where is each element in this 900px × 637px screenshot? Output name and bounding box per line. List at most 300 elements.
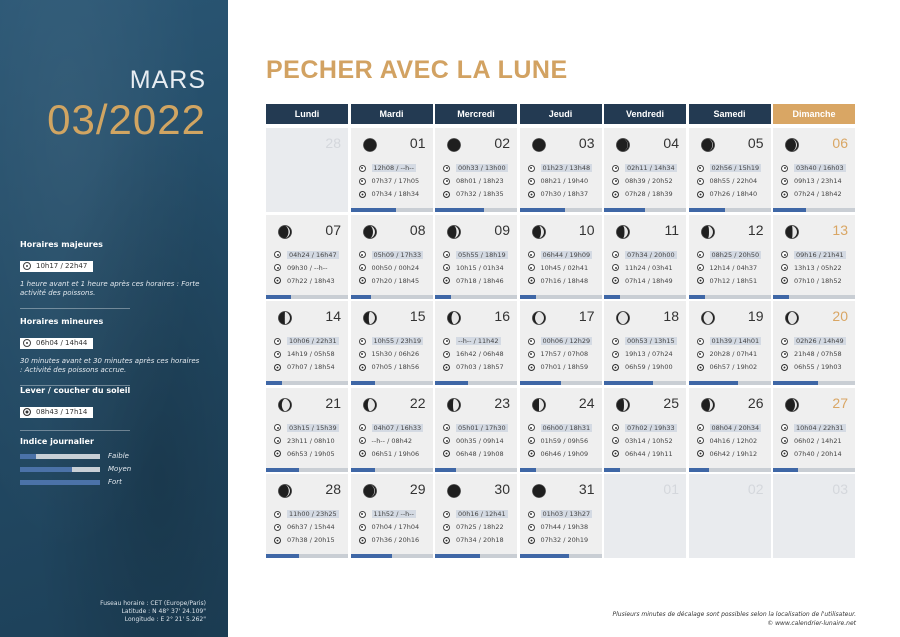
moon-phase-icon: [616, 224, 630, 238]
moon-time-icon: [528, 437, 535, 444]
major-hours-value: 02h56 / 15h19: [711, 164, 760, 172]
major-hours-value: 01h23 / 13h48: [542, 164, 591, 172]
moon-time-icon: [612, 437, 619, 444]
day-number: 01: [409, 135, 426, 151]
minor-hours: [612, 437, 673, 445]
minor-hours: [528, 264, 589, 272]
sun-hours: [612, 450, 673, 458]
minor-hours: [612, 177, 673, 185]
moon-time-icon: [612, 424, 619, 431]
daily-index-fill: [689, 468, 710, 472]
sun-icon: [781, 191, 788, 198]
moon-phase-icon: [447, 224, 461, 238]
day-number: 24: [578, 394, 595, 411]
moon-time-icon: [274, 437, 281, 444]
calendar-day: [604, 388, 686, 472]
minor-hours: [274, 264, 328, 272]
moon-phase-icon: [701, 310, 715, 324]
indice-fill: [20, 454, 36, 459]
sun-icon: [697, 277, 704, 284]
moon-time-icon: [359, 338, 366, 345]
moon-time-icon: [443, 511, 450, 518]
sun-hours-value: 07h07 / 18h54: [287, 363, 335, 371]
daily-index-fill: [520, 295, 536, 299]
minor-hours-value: 12h14 / 04h37: [709, 263, 758, 272]
daily-index-fill: [604, 208, 645, 212]
calendar-day: [520, 388, 602, 472]
sun-hours: [359, 277, 420, 285]
sun-hours-value: 07h40 / 20h14: [794, 449, 842, 458]
daily-index-bar: [520, 468, 602, 472]
sun-hours-value: 07h16 / 18h48: [540, 276, 589, 285]
minor-hours: [443, 264, 504, 272]
sun-icon: [697, 364, 704, 371]
daily-index-fill: [351, 295, 372, 299]
moon-phase-icon: [532, 137, 546, 151]
indice-bar-moyen: [20, 467, 100, 472]
sun-hours: [443, 190, 504, 198]
sun-hours-value: 07h32 / 18h35: [456, 190, 504, 198]
minor-hours: [781, 350, 842, 358]
indice-bar-fort: [20, 480, 100, 485]
sun-icon: [612, 191, 619, 198]
minor-hours-value: 07h04 / 17h04: [371, 523, 420, 531]
daily-index-bar: [604, 295, 686, 299]
moon-time-icon: [781, 264, 788, 271]
calendar-day: [351, 474, 433, 558]
calendar-day: [689, 215, 771, 299]
day-number: 02: [747, 481, 764, 497]
sun-hours-value: 06h59 / 19h00: [625, 363, 673, 371]
day-number: 29: [409, 481, 426, 497]
legend-sun: [20, 386, 210, 431]
sun-hours-value: 07h38 / 20h15: [287, 536, 335, 544]
day-number: 09: [494, 221, 510, 238]
minor-hours: [359, 177, 420, 185]
major-hours-value: 00h06 / 12h29: [542, 337, 591, 345]
major-hours: [443, 424, 508, 432]
moon-phase-icon: [532, 224, 546, 238]
legend-sun-value: 08h43 / 17h14: [36, 408, 88, 416]
sun-hours: [359, 450, 420, 458]
moon-time-icon: [612, 338, 619, 345]
daily-index-fill: [435, 554, 480, 558]
sun-icon: [443, 364, 450, 371]
minor-hours-value: 23h11 / 08h10: [287, 436, 335, 445]
minor-hours-value: 11h24 / 03h41: [625, 263, 673, 272]
calendar-day: [266, 474, 348, 558]
sun-hours: [781, 450, 842, 458]
sun-icon: [528, 450, 535, 457]
day-number: 04: [663, 135, 679, 151]
calendar-day: [351, 301, 433, 385]
major-hours-value: --h-- / 11h42: [458, 337, 499, 345]
legend-minor-value: 06h04 / 14h44: [36, 339, 88, 347]
moon-phase-icon: [701, 224, 715, 238]
major-hours-value: 12h08 / --h--: [373, 164, 414, 172]
legend-major: [20, 240, 210, 309]
sun-hours: [274, 277, 335, 285]
moon-time-icon: [443, 424, 450, 431]
moon-time-icon: [359, 251, 366, 258]
moon-time-icon: [443, 251, 450, 258]
moon-time-icon: [23, 339, 31, 347]
moon-time-icon: [274, 511, 281, 518]
weekday-header: Mercredi: [435, 104, 517, 124]
major-hours-value: 06h44 / 19h09: [542, 250, 591, 259]
calendar-day: [773, 388, 855, 472]
moon-time-icon: [359, 178, 366, 185]
weekday-header: Jeudi: [520, 104, 602, 124]
daily-index-fill: [773, 208, 806, 212]
daily-index-fill: [351, 554, 392, 558]
weekday-header: Lundi: [266, 104, 348, 124]
sun-hours-value: 07h34 / 18h34: [371, 190, 420, 198]
minor-hours-value: 01h59 / 09h56: [540, 436, 589, 445]
indice-label: Faible: [108, 452, 129, 460]
major-hours: [359, 510, 417, 518]
moon-time-icon: [697, 338, 704, 345]
major-hours: [359, 337, 424, 345]
sun-hours: [528, 277, 589, 285]
daily-index-bar: [266, 468, 348, 472]
sun-hours: [612, 277, 673, 285]
sun-icon: [359, 537, 366, 544]
minor-hours: [781, 264, 842, 272]
moon-time-icon: [443, 165, 450, 172]
indice-row: [20, 452, 210, 460]
sun-icon: [443, 537, 450, 544]
moon-phase-icon: [363, 483, 377, 497]
major-hours: [274, 337, 339, 345]
major-hours: [612, 164, 677, 172]
minor-hours-value: 06h02 / 14h21: [794, 436, 842, 445]
daily-index-fill: [266, 381, 282, 385]
moon-time-icon: [443, 264, 450, 271]
sun-icon: [697, 450, 704, 457]
sun-hours-value: 06h53 / 19h05: [287, 449, 335, 458]
moon-time-icon: [274, 251, 281, 258]
indice-fill: [20, 480, 100, 485]
minor-hours-value: 21h48 / 07h58: [794, 350, 842, 358]
moon-phase-icon: [363, 397, 377, 411]
daily-index-bar: [266, 554, 348, 558]
daily-index-bar: [351, 554, 433, 558]
sun-hours-value: 06h57 / 19h02: [709, 363, 758, 371]
daily-index-bar: [351, 208, 433, 212]
daily-index-fill: [520, 208, 565, 212]
daily-index-fill: [689, 381, 738, 385]
day-number: 14: [325, 308, 341, 324]
daily-index-fill: [351, 381, 376, 385]
moon-phase-icon: [447, 397, 461, 411]
moon-phase-icon: [532, 483, 546, 497]
minor-hours: [697, 437, 758, 445]
moon-phase-icon: [785, 310, 799, 324]
sun-icon: [528, 277, 535, 284]
moon-phase-icon: [363, 137, 377, 151]
moon-time-icon: [528, 524, 535, 531]
daily-index-bar: [520, 554, 602, 558]
minor-hours: [528, 523, 589, 531]
major-hours-value: 03h40 / 16h03: [796, 164, 844, 172]
minor-hours: [697, 350, 758, 358]
legend-indice: [20, 437, 210, 486]
major-hours-value: 07h34 / 20h00: [627, 250, 675, 259]
day-number: 01: [663, 481, 679, 497]
calendar-day: [604, 301, 686, 385]
daily-index-fill: [435, 295, 451, 299]
moon-time-icon: [697, 351, 704, 358]
month-year: 03/2022: [47, 96, 206, 143]
daily-index-bar: [351, 381, 433, 385]
sun-hours: [359, 190, 420, 198]
day-number: 17: [578, 308, 595, 324]
major-hours: [359, 164, 417, 172]
day-number: 28: [325, 481, 341, 497]
day-number: 13: [832, 221, 848, 238]
calendar-day-outside: [604, 474, 686, 558]
sun-hours: [443, 536, 504, 544]
moon-phase-icon: [278, 483, 292, 497]
sun-hours: [274, 363, 335, 371]
moon-time-icon: [612, 251, 619, 258]
moon-time-icon: [274, 351, 281, 358]
sun-icon: [612, 364, 619, 371]
day-number: 21: [325, 394, 341, 411]
calendar-day-outside: [689, 474, 771, 558]
moon-time-icon: [781, 424, 788, 431]
minor-hours-value: 13h13 / 05h22: [794, 263, 842, 272]
moon-time-icon: [612, 178, 619, 185]
minor-hours-value: 10h45 / 02h41: [540, 263, 589, 272]
minor-hours-value: --h-- / 08h42: [371, 436, 412, 445]
daily-index-fill: [351, 468, 376, 472]
moon-phase-icon: [616, 137, 630, 151]
major-hours: [359, 424, 424, 432]
major-hours: [781, 164, 846, 172]
major-hours: [528, 424, 593, 432]
calendar-day: [520, 215, 602, 299]
sun-hours: [528, 536, 589, 544]
sun-hours-value: 07h12 / 18h51: [709, 276, 758, 285]
sun-icon: [443, 191, 450, 198]
daily-index-bar: [773, 295, 855, 299]
moon-phase-icon: [785, 224, 799, 238]
major-hours: [697, 337, 762, 345]
moon-time-icon: [781, 351, 788, 358]
major-hours: [612, 424, 677, 432]
daily-index-bar: [689, 295, 771, 299]
daily-index-fill: [266, 468, 299, 472]
sun-hours-value: 06h55 / 19h03: [794, 363, 842, 371]
moon-time-icon: [528, 251, 535, 258]
major-hours: [443, 337, 501, 345]
major-hours-value: 05h55 / 18h19: [458, 250, 506, 259]
sun-hours: [781, 277, 842, 285]
daily-index-fill: [689, 208, 726, 212]
moon-time-icon: [359, 424, 366, 431]
moon-time-icon: [528, 511, 535, 518]
day-number: 03: [578, 135, 595, 151]
day-number: 22: [409, 394, 426, 411]
moon-time-icon: [359, 264, 366, 271]
sun-hours-value: 07h05 / 18h56: [371, 363, 420, 371]
major-hours: [697, 164, 762, 172]
sun-icon: [781, 277, 788, 284]
sun-hours-value: 07h20 / 18h45: [371, 276, 420, 285]
moon-phase-icon: [278, 310, 292, 324]
daily-index-bar: [689, 208, 771, 212]
moon-time-icon: [697, 264, 704, 271]
calendar-day-outside: [266, 128, 348, 212]
legend-sun-title: Lever / coucher du soleil: [20, 386, 131, 395]
sun-hours-value: 06h51 / 19h06: [371, 449, 420, 458]
major-hours-value: 02h26 / 14h49: [796, 337, 844, 345]
sun-hours: [697, 450, 758, 458]
calendar-day: [435, 388, 517, 472]
moon-time-icon: [528, 338, 535, 345]
moon-time-icon: [359, 437, 366, 444]
moon-time-icon: [781, 338, 788, 345]
moon-time-icon: [274, 424, 281, 431]
weekday-header: Dimanche: [773, 104, 855, 124]
major-hours: [612, 251, 677, 259]
sun-hours-value: 07h26 / 18h40: [709, 190, 758, 198]
daily-index-fill: [773, 381, 818, 385]
daily-index-bar: [435, 295, 517, 299]
legend-major-note: 1 heure avant et 1 heure après ces horaires : Forte activité des poissons.: [20, 280, 200, 297]
calendar-day: [266, 388, 348, 472]
minor-hours: [443, 437, 504, 445]
calendar-day: [435, 301, 517, 385]
minor-hours: [612, 264, 673, 272]
daily-index-fill: [604, 381, 653, 385]
sun-hours: [697, 363, 758, 371]
footer-disclaimer: Plusieurs minutes de décalage sont possibles selon la localisation de l'utilisateur.: [612, 611, 856, 618]
moon-phase-icon: [532, 310, 546, 324]
major-hours: [697, 251, 762, 259]
sun-hours: [359, 536, 420, 544]
moon-time-icon: [359, 511, 366, 518]
sun-icon: [443, 450, 450, 457]
major-hours: [274, 510, 339, 518]
moon-time-icon: [528, 178, 535, 185]
sun-hours-value: 07h28 / 18h39: [625, 190, 673, 198]
moon-time-icon: [781, 437, 788, 444]
moon-time-icon: [612, 165, 619, 172]
legend-minor-note: 30 minutes avant et 30 minutes après ces horaires : Activité des poissons accrue.: [20, 357, 200, 374]
sun-hours-value: 07h14 / 18h49: [625, 276, 673, 285]
divider: [20, 308, 130, 309]
major-hours: [528, 251, 593, 259]
daily-index-fill: [604, 295, 620, 299]
sun-hours-value: 07h32 / 20h19: [540, 536, 589, 544]
minor-hours: [781, 437, 842, 445]
legend-major-value: 10h17 / 22h47: [36, 262, 88, 270]
major-hours: [443, 510, 508, 518]
calendar-day: [435, 128, 517, 212]
day-number: 20: [832, 308, 848, 324]
moon-time-icon: [23, 262, 31, 270]
sun-icon: [528, 191, 535, 198]
daily-index-fill: [773, 468, 798, 472]
major-hours: [443, 251, 508, 259]
geo-timezone: Fuseau horaire : CET (Europe/Paris): [100, 600, 206, 607]
day-number: 05: [747, 135, 764, 151]
moon-time-icon: [443, 351, 450, 358]
daily-index-bar: [689, 468, 771, 472]
major-hours-value: 04h24 / 16h47: [289, 250, 337, 259]
calendar-day-outside: [773, 474, 855, 558]
minor-hours: [612, 350, 673, 358]
minor-hours-value: 04h16 / 12h02: [709, 436, 758, 445]
moon-time-icon: [697, 165, 704, 172]
moon-phase-icon: [278, 397, 292, 411]
calendar-day: [604, 128, 686, 212]
daily-index-fill: [351, 208, 396, 212]
calendar-day: [351, 388, 433, 472]
sun-hours: [359, 363, 420, 371]
major-hours: [781, 337, 846, 345]
moon-phase-icon: [616, 310, 630, 324]
legend-sun-example: [20, 407, 93, 418]
calendar-day: [351, 128, 433, 212]
moon-time-icon: [359, 351, 366, 358]
minor-hours-value: 19h13 / 07h24: [625, 350, 673, 358]
major-hours-value: 10h55 / 23h19: [373, 337, 422, 345]
indice-fill: [20, 467, 72, 472]
indice-label: Fort: [108, 478, 122, 486]
calendar-day: [520, 474, 602, 558]
daily-index-bar: [266, 295, 348, 299]
major-hours-value: 03h15 / 15h39: [289, 423, 337, 432]
moon-time-icon: [359, 524, 366, 531]
minor-hours-value: 17h57 / 07h08: [540, 350, 589, 358]
sun-icon: [781, 450, 788, 457]
calendar-day: [520, 128, 602, 212]
sun-icon: [443, 277, 450, 284]
major-hours: [612, 337, 677, 345]
moon-time-icon: [528, 424, 535, 431]
sun-hours: [443, 363, 504, 371]
page-title: PECHER AVEC LA LUNE: [266, 56, 568, 84]
day-number: 16: [494, 308, 510, 324]
sun-icon: [359, 191, 366, 198]
daily-index-fill: [520, 554, 569, 558]
moon-phase-icon: [363, 224, 377, 238]
minor-hours: [443, 350, 504, 358]
major-hours-value: 08h04 / 20h34: [711, 423, 760, 432]
minor-hours-value: 03h14 / 10h52: [625, 436, 673, 445]
minor-hours-value: 08h01 / 18h23: [456, 177, 504, 185]
major-hours: [443, 164, 508, 172]
sun-hours-value: 07h24 / 18h42: [794, 190, 842, 198]
daily-index-fill: [604, 468, 620, 472]
moon-time-icon: [697, 424, 704, 431]
weekday-header: Vendredi: [604, 104, 686, 124]
daily-index-fill: [435, 208, 484, 212]
sun-hours: [274, 536, 335, 544]
day-number: 27: [832, 394, 848, 411]
daily-index-bar: [604, 208, 686, 212]
moon-time-icon: [612, 264, 619, 271]
daily-index-bar: [520, 208, 602, 212]
moon-time-icon: [528, 165, 535, 172]
day-number: 07: [325, 221, 341, 238]
major-hours-value: 00h16 / 12h41: [458, 510, 506, 518]
minor-hours: [443, 523, 504, 531]
